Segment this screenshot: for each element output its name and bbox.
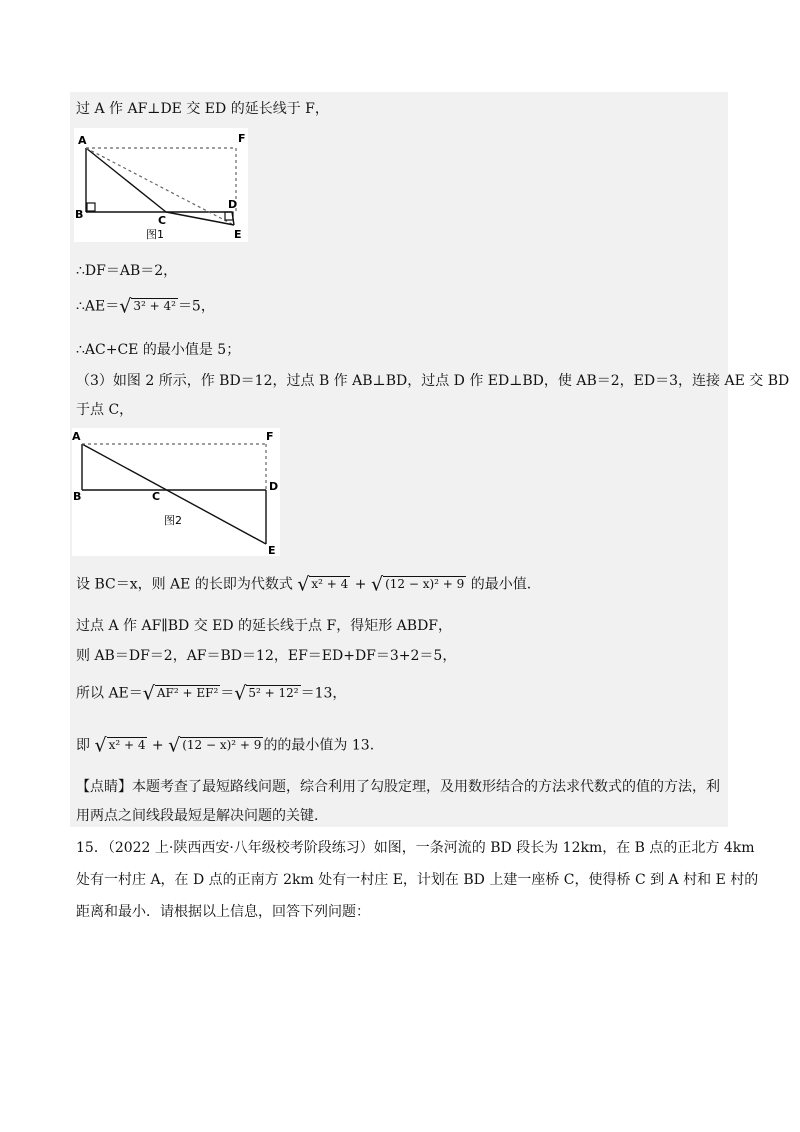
sqrt-5-12: √ 5² + 12² bbox=[234, 682, 299, 705]
solution-line-2: ∴DF＝AB＝2， bbox=[76, 263, 178, 279]
solution-line-11 bbox=[76, 736, 374, 755]
solution-line-3 bbox=[76, 297, 215, 316]
min-intro: 即 bbox=[76, 737, 90, 754]
figure-1 bbox=[74, 128, 248, 242]
fig2-label-f: F bbox=[266, 430, 274, 443]
fig2-label-a: A bbox=[72, 430, 81, 443]
fig1-label-f: F bbox=[238, 132, 246, 145]
expression-outro: 的最小值. bbox=[470, 576, 532, 593]
sqrt-12-x: √ (12 − x)² + 9 bbox=[370, 573, 465, 596]
question-15-line-3: 距离和最小．请根据以上信息，回答下列问题： bbox=[76, 904, 370, 920]
fig2-caption: 图2 bbox=[164, 514, 182, 527]
sqrt-12-x-b: √ (12 − x)² + 9 bbox=[168, 734, 262, 757]
fig1-caption: 图1 bbox=[146, 228, 164, 241]
ae-prefix: ∴AE＝ bbox=[76, 298, 120, 315]
ae-formula-prefix: 所以 AE＝ bbox=[76, 685, 143, 702]
solution-line-8: 过点 A 作 AF∥BD 交 ED 的延长线于点 F，得矩形 ABDF， bbox=[76, 618, 453, 634]
comment-line-1: 【点睛】本题考查了最短路线问题，综合利用了勾股定理，及用数形结合的方法求代数式的值的方法，利 bbox=[76, 779, 720, 795]
comment-line-2: 用两点之间线段最短是解决问题的关键. bbox=[76, 808, 319, 824]
min-result: 的的最小值为 13. bbox=[263, 737, 375, 754]
ae-result: ＝5， bbox=[177, 298, 215, 315]
fig1-label-b: B bbox=[75, 208, 84, 221]
sqrt-af-ef: √ AF² + EF² bbox=[142, 682, 219, 705]
solution-line-5: （3）如图 2 所示，作 BD＝12，过点 B 作 AB⊥BD，过点 D 作 ED⊥BD，使 AB＝2，ED＝3，连接 AE 交 BD bbox=[76, 373, 790, 389]
plus-sign: + bbox=[354, 576, 367, 593]
sqrt-3-4: √ 3² + 4² bbox=[119, 295, 176, 318]
fig2-label-e: E bbox=[268, 544, 276, 556]
sqrt-x2-4-b: √ x² + 4 bbox=[94, 734, 146, 757]
ae-formula-result: ＝13， bbox=[300, 685, 347, 702]
question-15-line-2: 处有一村庄 A，在 D 点的正南方 2km 处有一村庄 E，计划在 BD 上建一座桥 C，使得桥 C 到 A 村和 E 村的 bbox=[76, 872, 759, 888]
solution-line-9: 则 AB＝DF＝2，AF＝BD＝12，EF＝ED+DF＝3+2＝5， bbox=[76, 648, 457, 664]
solution-line-6: 于点 C， bbox=[76, 402, 134, 418]
fig1-label-c: C bbox=[158, 214, 167, 227]
solution-line-7 bbox=[76, 575, 531, 594]
question-15-line-1: 15．（2022 上·陕西西安·八年级校考阶段练习）如图，一条河流的 BD 段长为 12km，在 B 点的正北方 4km bbox=[76, 840, 755, 856]
fig2-label-c: C bbox=[152, 490, 161, 503]
fig2-label-b: B bbox=[73, 490, 82, 503]
sqrt-x2-4: √ x² + 4 bbox=[297, 573, 349, 596]
fig2-label-d: D bbox=[269, 480, 279, 493]
fig1-label-e: E bbox=[234, 228, 242, 241]
expression-intro: 设 BC＝x，则 AE 的长即为代数式 bbox=[76, 576, 293, 593]
figure-2 bbox=[72, 428, 280, 556]
equals-sign: ＝ bbox=[220, 685, 235, 702]
plus-sign-b: + bbox=[151, 737, 164, 754]
fig1-label-a: A bbox=[78, 134, 87, 147]
solution-line-4: ∴AC+CE 的最小值是 5； bbox=[76, 342, 241, 358]
fig1-label-d: D bbox=[228, 198, 238, 211]
solution-line-10 bbox=[76, 684, 346, 703]
solution-line-1: 过 A 作 AF⊥DE 交 ED 的延长线于 F， bbox=[76, 101, 329, 117]
